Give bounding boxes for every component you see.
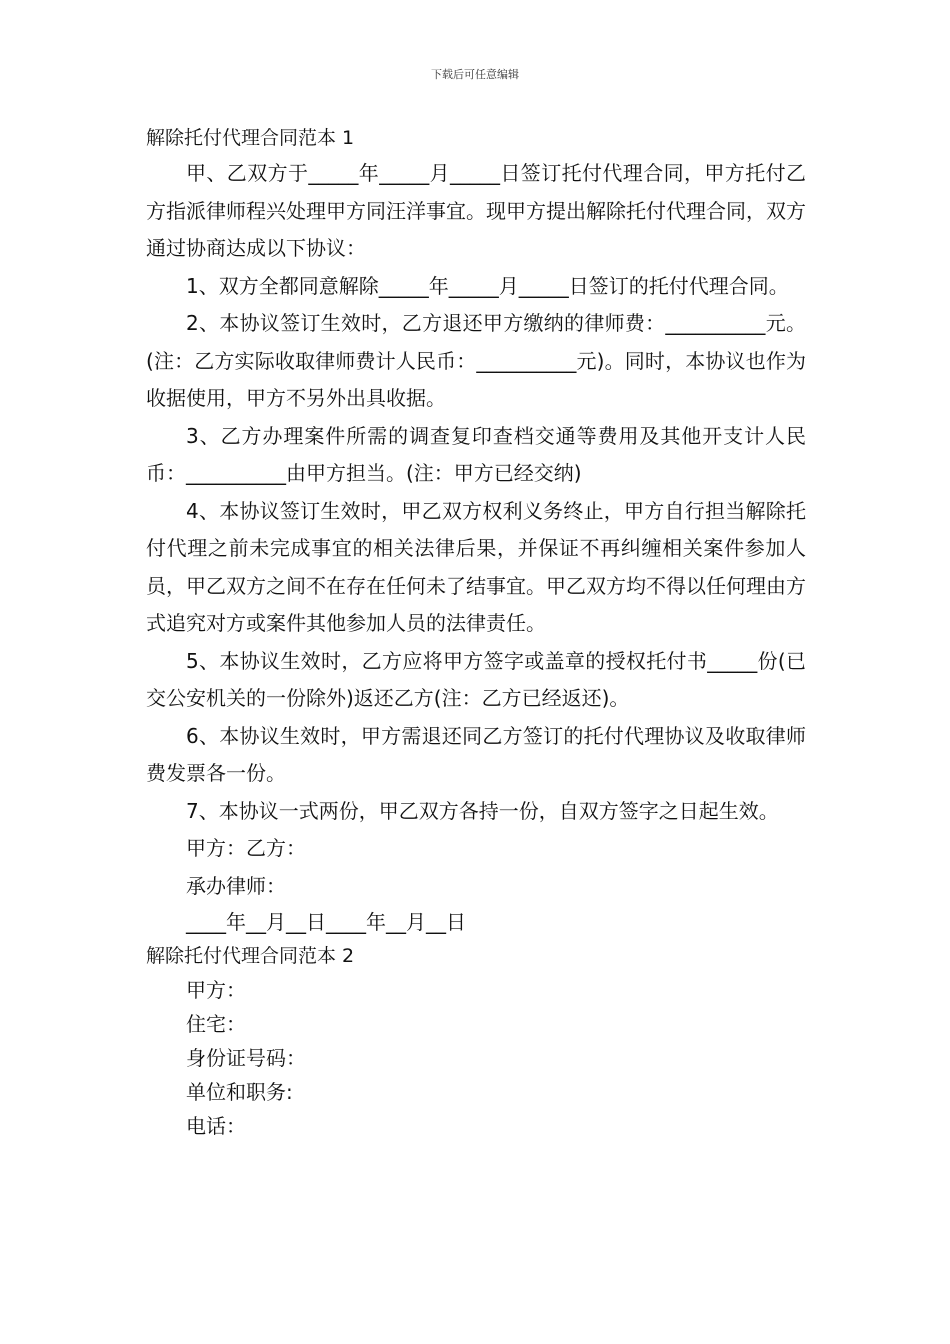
contract-1-intro: 甲、乙双方于_____年_____月_____日签订托付代理合同，甲方托付乙方指派律师程兴处理甲方同汪洋事宜。现甲方提出解除托付代理合同，双方通过协商达成以下协议： bbox=[146, 161, 806, 260]
clause-4: 4、本协议签订生效时，甲乙双方权利义务终止，甲方自行担当解除托付代理之前未完成事宜的相关法律后果，并保证不再纠缠相关案件参加人员，甲乙双方之间不在存在任何未了结事宜。甲乙双方均不得以任何理由方式追究对方或案件其他参加人员的法律责任。 bbox=[146, 498, 806, 635]
field-party-a: 甲方： bbox=[186, 978, 246, 1002]
clause-6: 6、本协议生效时，甲方需退还同乙方签订的托付代理协议及收取律师费发票各一份。 bbox=[146, 723, 806, 785]
signature-dates: ____年__月__日____年__月__日 bbox=[186, 910, 466, 934]
contract-1-title: 解除托付代理合同范本 1 bbox=[146, 127, 355, 149]
document-body bbox=[146, 121, 806, 1143]
field-residence: 住宅： bbox=[186, 1012, 246, 1036]
clause-5: 5、本协议生效时，乙方应将甲方签字或盖章的授权托付书_____份(已交公安机关的一份除外)返还乙方(注：乙方已经返还)。 bbox=[146, 648, 806, 710]
page-header-note: 下载后可任意编辑 bbox=[431, 68, 519, 81]
clause-1: 1、双方全都同意解除_____年_____月_____日签订的托付代理合同。 bbox=[186, 273, 789, 298]
contract-2-title: 解除托付代理合同范本 2 bbox=[146, 945, 355, 967]
clause-2: 2、本协议签订生效时，乙方退还甲方缴纳的律师费：__________元。(注：乙方实际收取律师费计人民币：__________元)。同时，本协议也作为收据使用，甲方不另外出具收据。 bbox=[146, 311, 806, 410]
signature-parties: 甲方：乙方： bbox=[186, 836, 306, 860]
field-employer-position: 单位和职务: bbox=[186, 1080, 293, 1104]
field-phone: 电话： bbox=[186, 1114, 246, 1138]
signature-lawyer: 承办律师： bbox=[186, 873, 286, 898]
clause-3: 3、乙方办理案件所需的调查复印查档交通等费用及其他开支计人民币：__________由甲方担当。(注：甲方已经交纳) bbox=[146, 423, 806, 485]
field-id-number: 身份证号码： bbox=[186, 1046, 306, 1070]
clause-7: 7、本协议一式两份，甲乙双方各持一份，自双方签字之日起生效。 bbox=[186, 798, 779, 823]
